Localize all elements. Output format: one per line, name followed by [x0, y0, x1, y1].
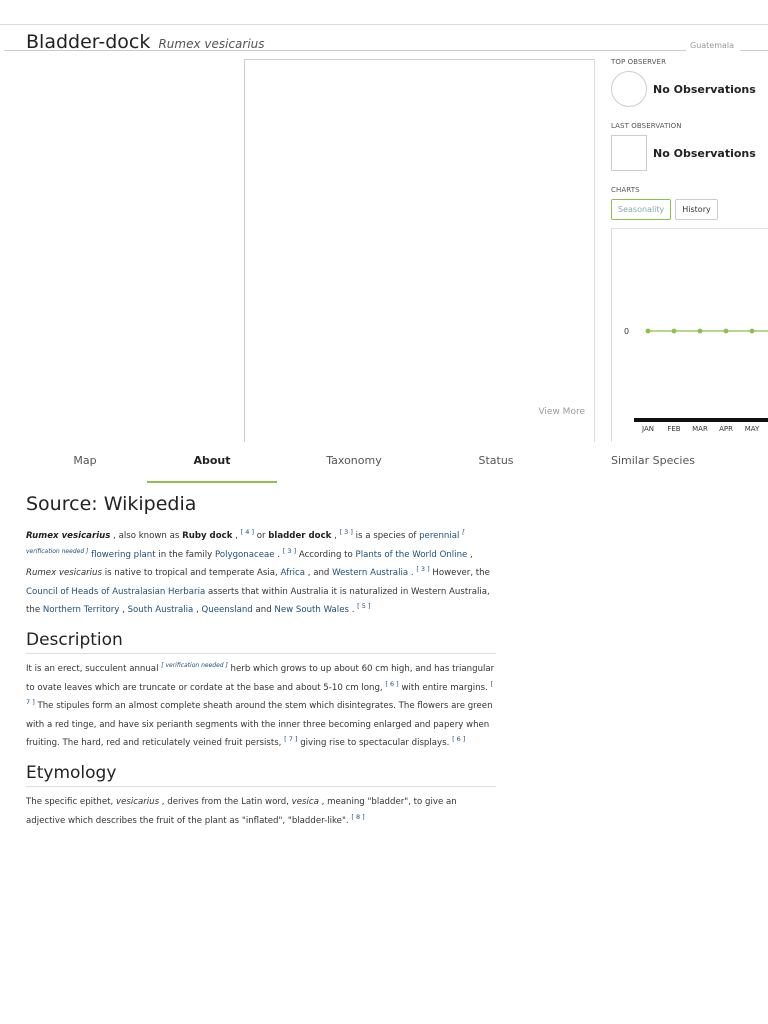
link-council-of-heads[interactable]: Council of Heads of Australasian Herbaria	[26, 586, 206, 597]
x-tick-label: MAY	[744, 425, 760, 433]
observation-photo	[611, 135, 647, 171]
text: with entire margins.	[398, 682, 491, 693]
text: ,	[232, 531, 241, 541]
species-title	[26, 31, 768, 51]
last-observation-label: LAST OBSERVATION	[611, 122, 682, 130]
text: vesica	[291, 796, 319, 807]
link-perennial[interactable]: perennial	[419, 531, 460, 541]
text: and	[252, 605, 275, 616]
view-more-link[interactable]: View More	[538, 407, 585, 417]
x-tick-label: FEB	[667, 425, 681, 433]
common-name: Bladder-dock	[26, 31, 151, 53]
about-content	[26, 490, 496, 830]
data-point	[698, 329, 703, 334]
text: The stipules form an almost complete sheath around the stem which disintegrates. The flowers are green with a red tinge, and have six perianth segments with the inner three becoming enlarged and papery when fruiting. The hard, red and reticulately veined fruit persists,	[26, 701, 493, 749]
text: asserts that within Australia it is naturalized in Western Australia, the	[26, 586, 490, 616]
link-western-australia[interactable]: Western Australia	[332, 568, 409, 579]
text: It is an erect, succulent annual	[26, 663, 162, 674]
text: is a species of	[352, 531, 420, 541]
data-point	[672, 329, 677, 334]
x-tick-label: APR	[719, 425, 733, 433]
etymology-paragraph	[26, 793, 496, 830]
top-observer-value: No Observations	[653, 82, 756, 96]
map-panel[interactable]	[244, 59, 595, 442]
chart-tabs	[611, 199, 768, 220]
link-africa[interactable]: Africa	[280, 568, 306, 579]
citation-link[interactable]: [ 6 ]	[385, 679, 399, 688]
text: , meaning "bladder", to give an adjective which describes the fruit of the plant as "inflated", "bladder-like".	[26, 796, 457, 826]
x-axis-line	[634, 418, 768, 422]
citation-link[interactable]: [ 4 ]	[240, 528, 254, 537]
text: ,	[467, 549, 473, 560]
tab-status[interactable]: Status	[478, 454, 514, 467]
verification-needed-link[interactable]: [ verification needed ]	[161, 662, 228, 670]
verification-needed-link[interactable]: [ verification needed ]	[26, 529, 465, 555]
description-heading: Description	[26, 630, 496, 654]
text: The specific epithet,	[26, 796, 116, 807]
text: .	[348, 605, 358, 616]
link-queensland[interactable]: Queensland	[201, 605, 253, 616]
scientific-name: Rumex vesicarius	[158, 37, 265, 51]
data-point	[750, 329, 755, 334]
text: or	[253, 531, 269, 541]
text: , also known as	[110, 531, 183, 541]
text: in the family	[155, 549, 215, 560]
citation-link[interactable]: [ 3 ]	[282, 546, 297, 555]
link-plants-of-the-world-online[interactable]: Plants of the World Online	[355, 549, 468, 560]
text: Ruby dock	[182, 531, 233, 541]
species-name-text: Rumex vesicarius	[26, 531, 111, 541]
last-observation-row	[611, 135, 768, 171]
tab-similar-species[interactable]: Similar Species	[611, 454, 695, 467]
species-sidebar	[611, 58, 768, 220]
description-paragraph	[26, 660, 496, 753]
text: is native to tropical and temperate Asia,	[101, 568, 281, 579]
title-divider	[4, 50, 686, 51]
text: However, the	[429, 568, 490, 579]
etymology-heading: Etymology	[26, 763, 496, 787]
top-divider	[0, 24, 768, 25]
x-tick-label: MAR	[692, 425, 708, 433]
citation-link[interactable]: [ 6 ]	[452, 735, 466, 744]
charts-label: CHARTS	[611, 186, 640, 194]
text: ,	[193, 605, 202, 616]
link-northern-territory[interactable]: Northern Territory	[42, 605, 120, 616]
text: , and	[305, 568, 333, 579]
last-observation-value: No Observations	[653, 146, 756, 160]
text: herb which grows to up about 60 cm high, and has triangular to ovate leaves which are truncate or cordate at the base and about 5-10 cm long,	[26, 663, 495, 693]
citation-link[interactable]: [ 8 ]	[351, 812, 365, 821]
text: bladder dock	[268, 531, 332, 541]
data-point	[646, 329, 651, 334]
intro-paragraph	[26, 527, 496, 620]
title-divider-right	[740, 50, 768, 51]
citation-link[interactable]: [ 5 ]	[357, 602, 371, 611]
text: .	[274, 549, 283, 560]
seasonality-chart-svg	[612, 229, 768, 442]
text: .	[408, 568, 417, 579]
link-flowering-plant[interactable]: flowering plant	[91, 549, 156, 560]
link-south-australia[interactable]: South Australia	[127, 605, 194, 616]
seasonality-chart	[611, 228, 768, 442]
text: ,	[331, 531, 340, 541]
observer-avatar	[611, 71, 647, 107]
top-observer-row	[611, 71, 768, 107]
chart-tab-history[interactable]: History	[675, 199, 717, 220]
text: vesicarius	[115, 796, 160, 807]
text: ,	[119, 605, 128, 616]
tab-taxonomy[interactable]: Taxonomy	[326, 454, 382, 467]
species-tabs	[0, 447, 768, 483]
x-tick-label: JAN	[642, 425, 654, 433]
source-heading: Source: Wikipedia	[26, 493, 197, 515]
citation-link[interactable]: [ 3 ]	[339, 528, 353, 537]
place-selector[interactable]: Guatemala	[690, 41, 735, 50]
text: , derives from the Latin word,	[159, 796, 292, 807]
text: According to	[296, 549, 356, 560]
y-tick-label: 0	[624, 327, 630, 336]
active-tab-indicator	[147, 481, 277, 483]
link-polygonaceae[interactable]: Polygonaceae	[214, 549, 275, 560]
link-new-south-wales[interactable]: New South Wales	[274, 605, 349, 616]
top-observer-label: TOP OBSERVER	[611, 58, 667, 66]
citation-link[interactable]: [ 7 ]	[284, 735, 298, 744]
species-name-text: Rumex vesicarius	[26, 568, 102, 579]
tab-about[interactable]: About	[193, 454, 231, 467]
tab-map[interactable]: Map	[73, 454, 97, 467]
data-point	[724, 329, 729, 334]
text: giving rise to spectacular displays.	[297, 738, 453, 749]
citation-link[interactable]: [ 7 ]	[26, 679, 494, 707]
chart-tab-seasonality[interactable]: Seasonality	[611, 199, 671, 220]
citation-link[interactable]: [ 3 ]	[416, 565, 430, 574]
